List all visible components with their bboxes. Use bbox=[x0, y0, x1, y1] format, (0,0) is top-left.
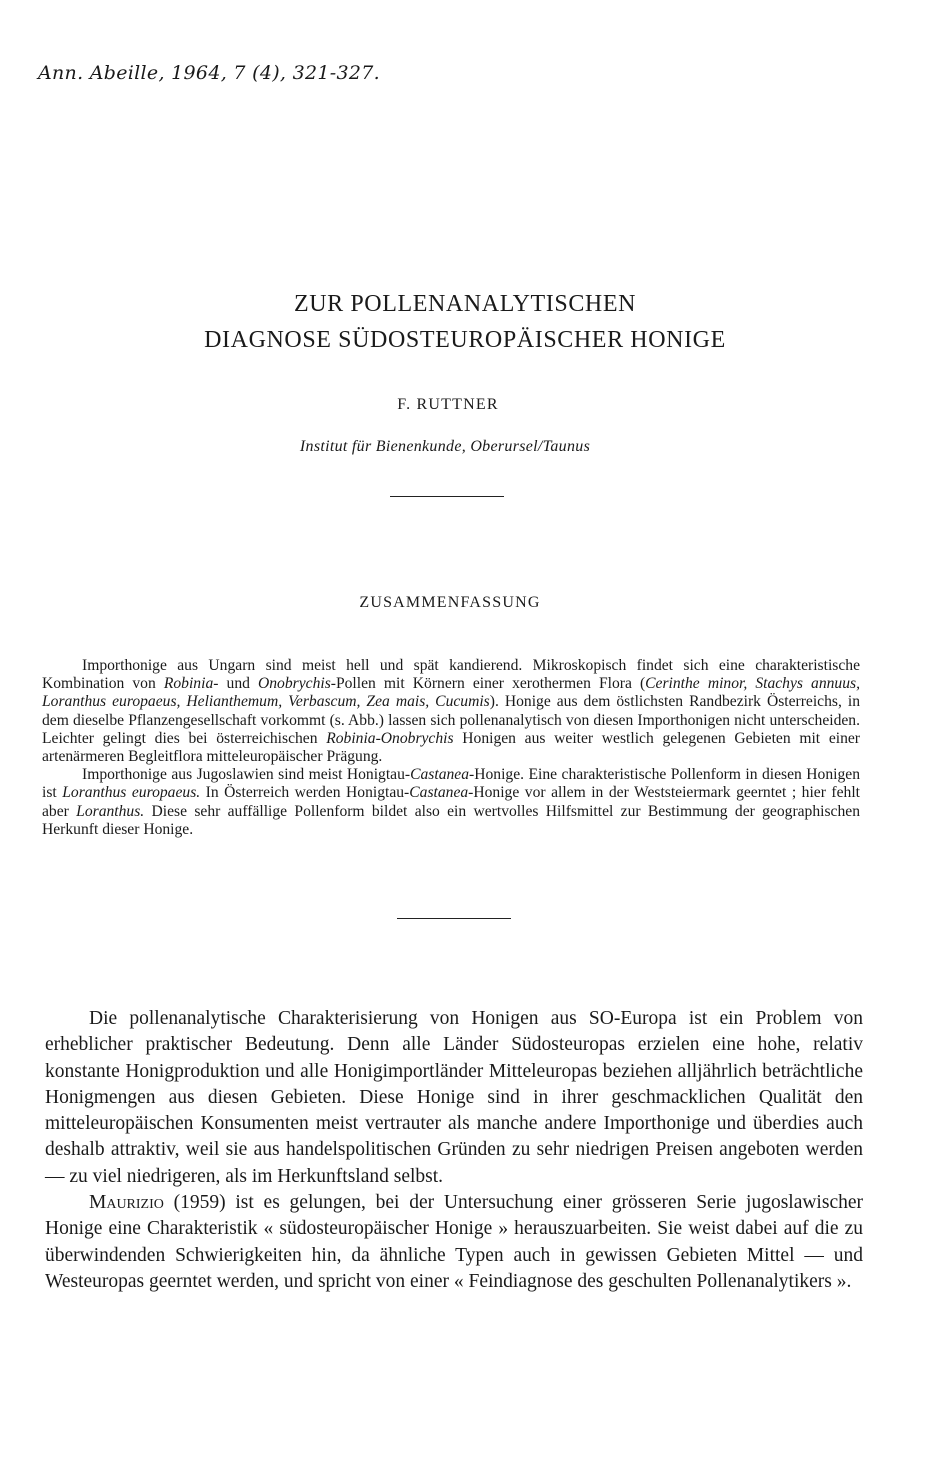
cited-author: Maurizio bbox=[89, 1192, 164, 1214]
taxon-name: Loranthus europaeus. bbox=[62, 784, 201, 802]
text-run: und bbox=[218, 675, 258, 693]
abstract bbox=[42, 657, 860, 839]
article-title bbox=[0, 286, 930, 358]
text-run: -Pollen mit Körnern einer xerothermen Flora ( bbox=[330, 675, 646, 693]
abstract-paragraph-2 bbox=[42, 766, 860, 839]
taxon-name: Robinia-Onobrychis bbox=[326, 729, 454, 747]
taxon-name: Loranthus. bbox=[76, 802, 145, 820]
taxon-name: Castanea bbox=[409, 784, 469, 802]
taxon-name: Robinia- bbox=[163, 675, 219, 693]
separator-rule bbox=[390, 496, 504, 497]
text-run: Importhonige aus Jugoslawien sind meist Honigtau- bbox=[82, 766, 411, 784]
author-institute: Institut für Bienenkunde, Oberursel/Taunus bbox=[299, 438, 591, 455]
title-line-2: DIAGNOSE SÜDOSTEUROPÄISCHER HONIGE bbox=[204, 327, 726, 353]
main-text bbox=[45, 1006, 863, 1295]
taxon-name: Castanea bbox=[410, 766, 470, 784]
body-paragraph-2 bbox=[45, 1190, 863, 1295]
separator-rule bbox=[397, 918, 511, 919]
text-run: Importhonige aus Ungarn sind meist hell und spät kandierend. Mikroskopisch findet sich eine charakteristische Kombination von bbox=[42, 657, 860, 693]
text-run: ). Honige aus dem östlichsten Randbezirk Österreichs, in dem dieselbe Pflanzengesellschaft vorkommt (s. Abb.) lassen sich pollenanalytisch von diesen Importhonigen nicht unterscheiden. Leichter gelingt dies bei österreichischen bbox=[42, 693, 860, 747]
taxon-name: Onobrychis bbox=[258, 675, 331, 693]
taxon-list: Cerinthe minor, Stachys annuus, Loranthus europaeus, Helianthemum, Verbascum, Zea mais, Cucumis bbox=[42, 675, 860, 711]
text-run: Honigen aus weiter westlich gelegenen Gebieten mit einer artenärmeren Begleitflora mitteleuropäischer Prägung. bbox=[42, 729, 860, 766]
text-run: In Österreich werden Honigtau- bbox=[200, 784, 410, 802]
text-run: Diese sehr auffällige Pollenform bildet also ein wertvolles Hilfsmittel zur Bestimmung der geographischen Herkunft dieser Honige. bbox=[42, 802, 860, 838]
abstract-paragraph-1 bbox=[42, 657, 860, 766]
text-run: -Honige. Eine charakteristische Pollenform in diesen Honigen ist bbox=[42, 766, 860, 802]
text-run: (1959) ist es gelungen, bei der Untersuchung einer grösseren Serie jugoslawischer Honige eine Charakteristik « südosteuropäischer Honige » herauszuarbeiten. Sie weist dabei auf die zu überwindenden Schwierigkeiten hin, da ähnliche Typen auch in gewissen Gebieten Mittel — und Westeuropas geerntet werden, und spricht von einer « Feindiagnose des geschulten Pollenanalytikers ». bbox=[45, 1192, 863, 1292]
author-name: F. RUTTNER bbox=[397, 396, 499, 413]
text-run: -Honige vor allem in der Weststeiermark geerntet ; hier fehlt aber bbox=[42, 784, 860, 820]
title-line-1: ZUR POLLENANALYTISCHEN bbox=[293, 291, 637, 317]
body-paragraph-1: Die pollenanalytische Charakterisierung von Honigen aus SO-Europa ist ein Problem von erheblicher praktischer Bedeutung. Denn alle Länder Südosteuropas erzielen eine hohe, relativ konstante Honigproduktion und alle Honigimportländer Mitteleuropas beziehen alljährlich beträchtliche Honigmengen aus diesen Gebieten. Diese Honige sind in ihrer geschmacklichen Qualität den mitteleuropäischen Konsumenten meist vertrauter als manche andere Importhonige und überdies auch deshalb attraktiv, weil sie aus handelspolitischen Gründen zu sehr niedrigen Preisen angeboten werden — zu viel niedrigeren, als im Herkunftsland selbst. bbox=[45, 1008, 863, 1187]
journal-citation: Ann. Abeille, 1964, 7 (4), 321-327. bbox=[38, 62, 380, 84]
abstract-heading: ZUSAMMENFASSUNG bbox=[359, 594, 541, 611]
